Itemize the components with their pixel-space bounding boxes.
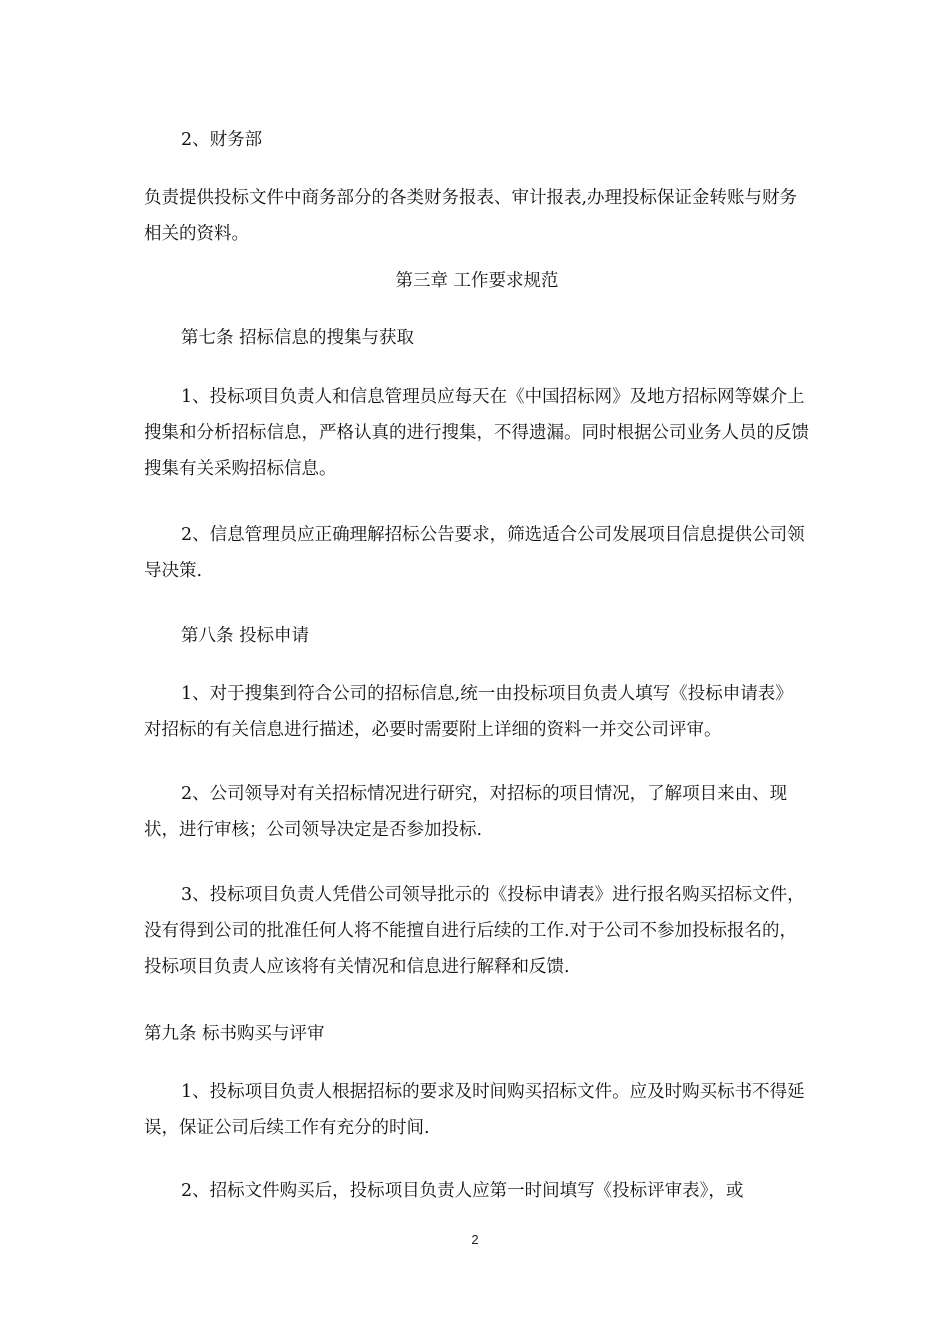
paragraph-finance-duties: 负责提供投标文件中商务部分的各类财务报表、审计报表,办理投标保证金转账与财务相关的资料。 <box>144 188 798 244</box>
paragraph-article-7-item-2: 2、信息管理员应正确理解招标公告要求，筛选适合公司发展项目信息提供公司领导决策. <box>144 525 805 581</box>
paragraph-article-8-item-1: 1、对于搜集到符合公司的招标信息,统一由投标项目负责人填写《投标申请表》对招标的有关信息进行描述，必要时需要附上详细的资料一并交公司评审。 <box>144 684 793 740</box>
paragraph-article-8-item-3: 3、投标项目负责人凭借公司领导批示的《投标申请表》进行报名购买招标文件，没有得到公司的批准任何人将不能擅自进行后续的工作.对于公司不参加投标报名的，投标项目负责人应该将有关情况和信息进行解释和反馈. <box>144 885 805 977</box>
section-heading-finance: 2、财务部 <box>181 130 263 150</box>
article-9-heading: 第九条 标书购买与评审 <box>144 1024 325 1044</box>
article-7-heading: 第七条 招标信息的搜集与获取 <box>181 328 415 348</box>
paragraph-article-9-item-1: 1、投标项目负责人根据招标的要求及时间购买招标文件。应及时购买标书不得延误，保证公司后续工作有充分的时间. <box>144 1082 805 1138</box>
page-number: 2 <box>471 1232 479 1247</box>
paragraph-article-9-item-2: 2、招标文件购买后，投标项目负责人应第一时间填写《投标评审表》，或 <box>181 1181 744 1201</box>
article-8-heading: 第八条 投标申请 <box>181 626 310 646</box>
paragraph-article-7-item-1: 1、投标项目负责人和信息管理员应每天在《中国招标网》及地方招标网等媒介上搜集和分析招标信息，严格认真的进行搜集，不得遗漏。同时根据公司业务人员的反馈搜集有关采购招标信息。 <box>144 387 809 479</box>
paragraph-article-8-item-2: 2、公司领导对有关招标情况进行研究，对招标的项目情况，了解项目来由、现状，进行审核；公司领导决定是否参加投标. <box>144 784 788 840</box>
chapter-title: 第三章 工作要求规范 <box>395 271 559 291</box>
